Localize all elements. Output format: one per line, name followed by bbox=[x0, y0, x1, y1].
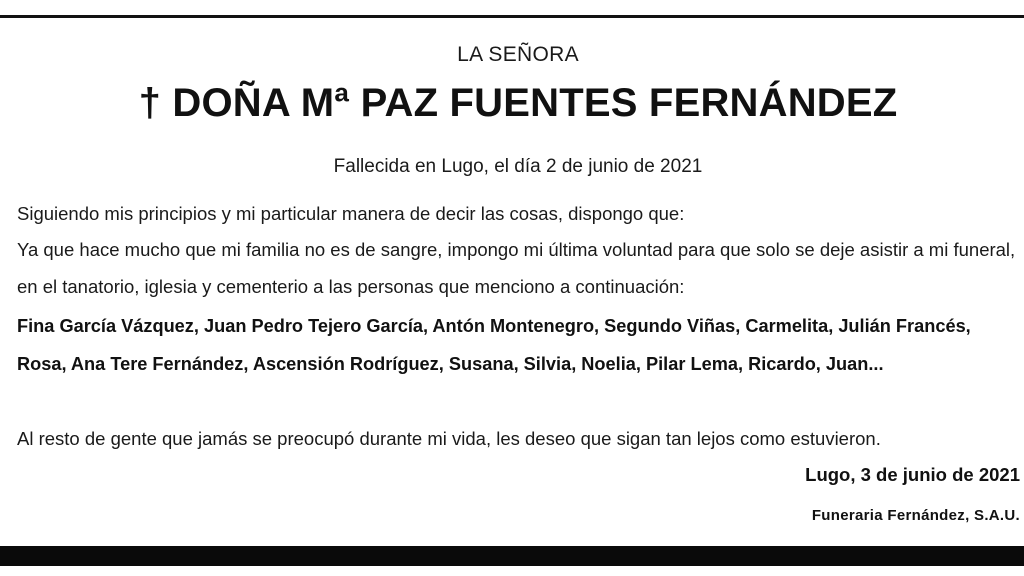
invited-names-list: Fina García Vázquez, Juan Pedro Tejero García, Antón Montenegro, Segundo Viñas, Carmelita, Julián Francés, Rosa, Ana Tere Fernández, Ascensión Rodríguez, Susana, Silvia, Noelia, Pilar Lema, Ricardo, Juan... bbox=[17, 316, 971, 374]
place-and-date: Lugo, 3 de junio de 2021 bbox=[805, 464, 1020, 485]
funeral-home-name: Funeraria Fernández, S.A.U. bbox=[811, 507, 1020, 524]
closing-paragraph: Al resto de gente que jamás se preocupó durante mi vida, les deseo que sigan tan lejos como estuvieron. bbox=[17, 428, 881, 449]
notice-heading: LA SEÑORA bbox=[457, 43, 579, 66]
last-will-paragraph: Ya que hace mucho que mi familia no es de sangre, impongo mi última voluntad para que solo se deje asistir a mi funeral, en el tanatorio, iglesia y cementerio a las personas que menciono a continuación: bbox=[17, 239, 1016, 297]
death-date-line: Fallecida en Lugo, el día 2 de junio de 2021 bbox=[333, 156, 703, 177]
bottom-border-bar bbox=[0, 546, 1024, 566]
deceased-name: † DOÑA Mª PAZ FUENTES FERNÁNDEZ bbox=[138, 81, 898, 125]
intro-paragraph: Siguiendo mis principios y mi particular manera de decir las cosas, dispongo que: bbox=[17, 203, 685, 224]
